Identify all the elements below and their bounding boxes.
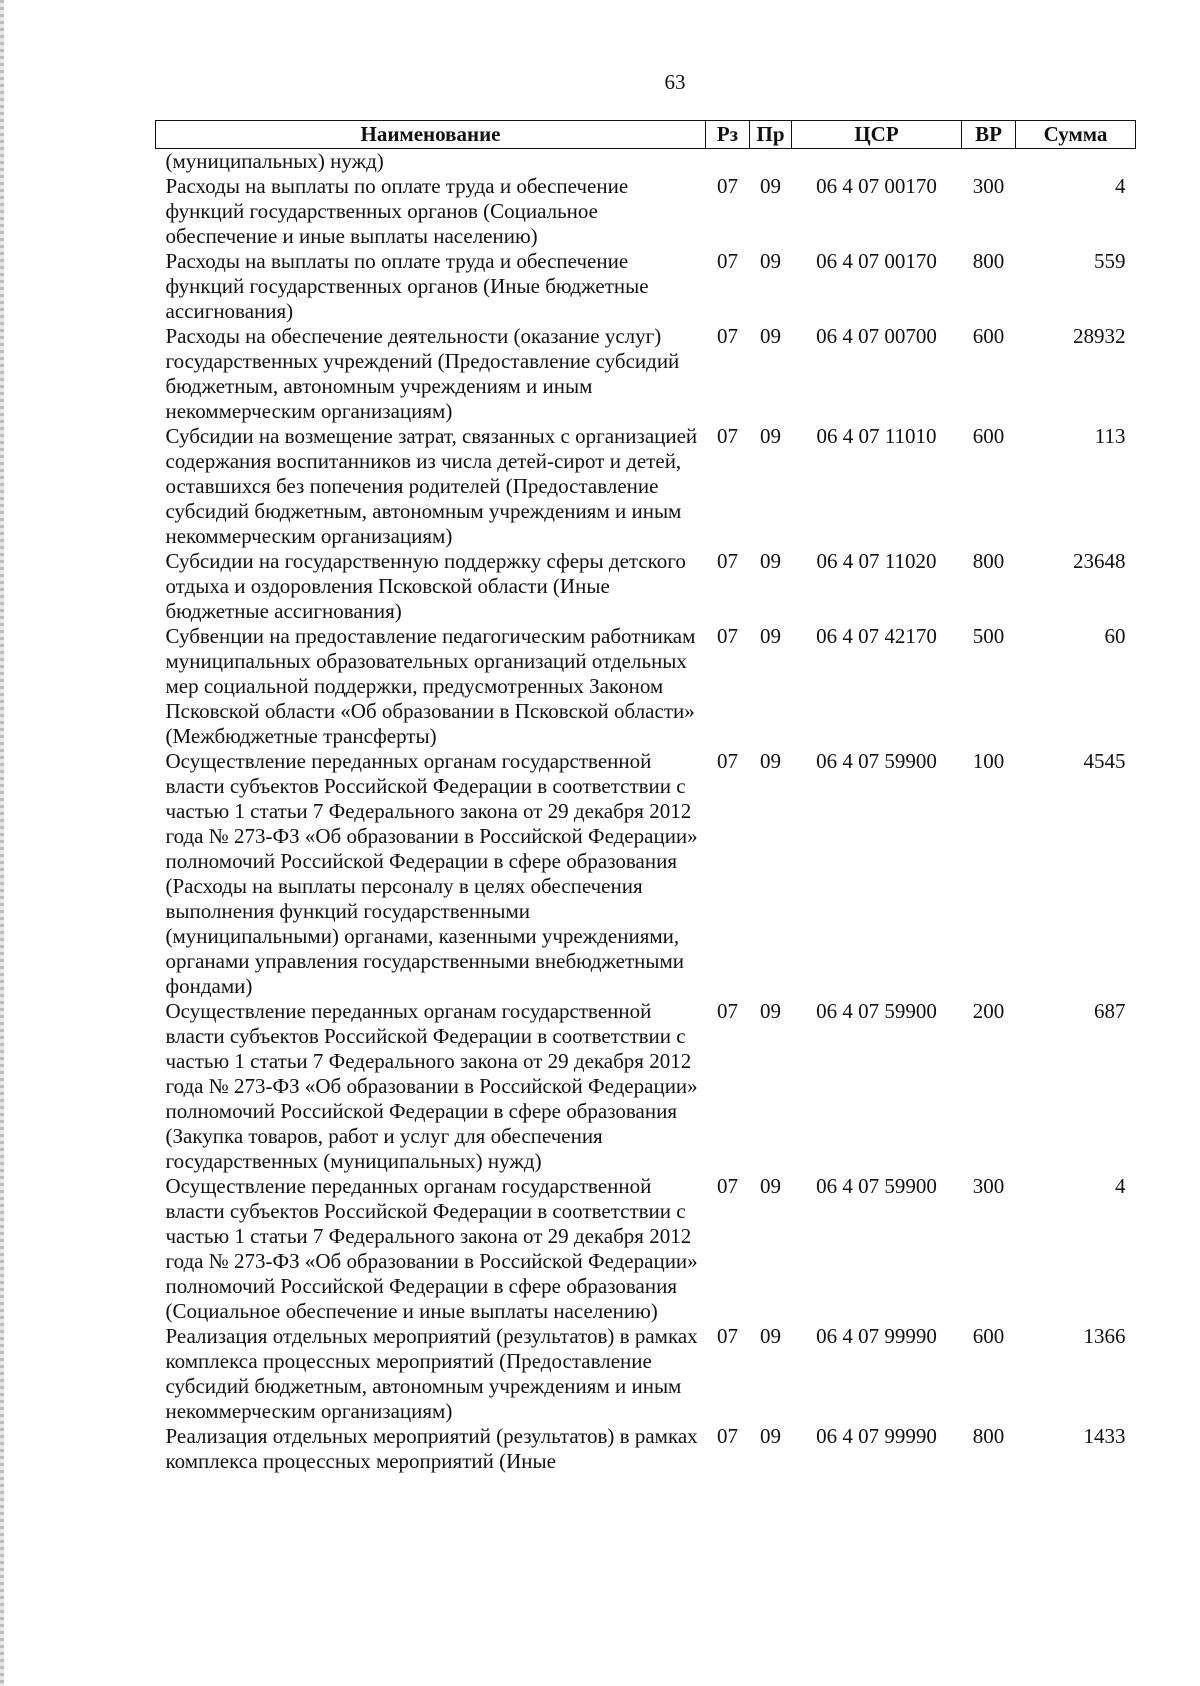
row-rz: 07: [717, 1174, 738, 1198]
row-name: Реализация отдельных мероприятий (результатов) в рамках комплекса процессных мероприятий (Предоставление субсидий бюджетным, автономным учреждениям и иным некоммерческим организациям): [165, 1324, 698, 1423]
row-sum: 113: [1094, 424, 1126, 448]
table-row: [156, 174, 1136, 249]
row-rz: 07: [717, 424, 738, 448]
table-row: [156, 624, 1136, 749]
row-pr: 09: [760, 549, 781, 573]
row-sum: 1366: [1083, 1324, 1126, 1348]
row-sum: 4: [1115, 1174, 1126, 1198]
page-number: 63: [664, 70, 686, 94]
row-name: Осуществление переданных органам государственной власти субъектов Российской Федерации в соответствии с частью 1 статьи 7 Федерального закона от 29 декабря 2012 года № 273-ФЗ «Об образовании в Российской Федерации» полномочий Российской Федерации в сфере образования (Закупка товаров, работ и услуг для обеспечения государственных (муниципальных) нужд): [165, 999, 698, 1173]
row-vr: 600: [972, 324, 1005, 348]
scan-edge: [0, 0, 4, 1686]
row-pr: 09: [760, 324, 781, 348]
row-sum: 4545: [1083, 749, 1126, 773]
row-rz: 07: [717, 749, 738, 773]
table-row: [156, 1174, 1136, 1324]
table-row: [156, 549, 1136, 624]
row-sum: 23648: [1073, 549, 1126, 573]
row-vr: 800: [972, 1424, 1005, 1448]
row-csr: 06 4 07 11020: [816, 549, 937, 573]
table-header-row: [156, 121, 1136, 149]
row-rz: 07: [717, 249, 738, 273]
header-sum: Сумма: [1016, 121, 1136, 149]
row-name: Субсидии на государственную поддержку сферы детского отдыха и оздоровления Псковской области (Иные бюджетные ассигнования): [165, 549, 686, 623]
continuation-text: (муниципальных) нужд): [165, 149, 384, 173]
row-csr: 06 4 07 59900: [816, 999, 937, 1023]
row-name: Расходы на выплаты по оплате труда и обеспечение функций государственных органов (Иные бюджетные ассигнования): [165, 249, 649, 323]
header-pr: Пр: [750, 121, 792, 149]
row-vr: 800: [972, 549, 1005, 573]
table-row: [156, 249, 1136, 324]
row-csr: 06 4 07 99990: [816, 1424, 937, 1448]
table-row: [156, 424, 1136, 549]
row-rz: 07: [717, 999, 738, 1023]
budget-table: [155, 120, 1136, 1474]
row-sum: 60: [1104, 624, 1126, 648]
row-pr: 09: [760, 749, 781, 773]
row-vr: 300: [972, 1174, 1005, 1198]
row-pr: 09: [760, 1174, 781, 1198]
row-vr: 200: [972, 999, 1005, 1023]
row-csr: 06 4 07 99990: [816, 1324, 937, 1348]
table-row: [156, 324, 1136, 424]
row-name: Осуществление переданных органам государственной власти субъектов Российской Федерации в соответствии с частью 1 статьи 7 Федерального закона от 29 декабря 2012 года № 273-ФЗ «Об образовании в Российской Федерации» полномочий Российской Федерации в сфере образования (Социальное обеспечение и иные выплаты населению): [165, 1174, 698, 1323]
row-csr: 06 4 07 00700: [816, 324, 937, 348]
row-rz: 07: [717, 174, 738, 198]
row-pr: 09: [760, 1324, 781, 1348]
row-pr: 09: [760, 174, 781, 198]
header-vr: ВР: [962, 121, 1016, 149]
row-rz: 07: [717, 324, 738, 348]
table-row: [156, 999, 1136, 1174]
continuation-row: [156, 149, 1136, 175]
row-csr: 06 4 07 11010: [816, 424, 937, 448]
row-rz: 07: [717, 1324, 738, 1348]
header-rz: Рз: [706, 121, 750, 149]
row-sum: 28932: [1073, 324, 1126, 348]
table-row: [156, 1424, 1136, 1474]
row-vr: 800: [972, 249, 1005, 273]
row-pr: 09: [760, 1424, 781, 1448]
row-pr: 09: [760, 624, 781, 648]
table-row: [156, 1324, 1136, 1424]
row-vr: 500: [972, 624, 1005, 648]
row-name: Субвенции на предоставление педагогическим работникам муниципальных образовательных организаций отдельных мер социальной поддержки, предусмотренных Законом Псковской области «Об образовании в Псковской области» (Межбюджетные трансферты): [165, 624, 696, 748]
table-row: [156, 749, 1136, 999]
row-vr: 600: [972, 424, 1005, 448]
row-name: Реализация отдельных мероприятий (результатов) в рамках комплекса процессных мероприятий (Иные: [165, 1424, 698, 1473]
row-pr: 09: [760, 424, 781, 448]
row-csr: 06 4 07 00170: [816, 174, 937, 198]
row-csr: 06 4 07 59900: [816, 749, 937, 773]
row-pr: 09: [760, 999, 781, 1023]
row-csr: 06 4 07 42170: [816, 624, 937, 648]
row-rz: 07: [717, 549, 738, 573]
row-sum: 687: [1094, 999, 1126, 1023]
row-csr: 06 4 07 00170: [816, 249, 937, 273]
row-sum: 4: [1115, 174, 1126, 198]
row-vr: 600: [972, 1324, 1005, 1348]
row-csr: 06 4 07 59900: [816, 1174, 937, 1198]
row-rz: 07: [717, 1424, 738, 1448]
row-vr: 100: [972, 749, 1005, 773]
row-name: Расходы на обеспечение деятельности (оказание услуг) государственных учреждений (Предоставление субсидий бюджетным, автономным учреждениям и иным некоммерческим организациям): [165, 324, 680, 423]
row-vr: 300: [972, 174, 1005, 198]
row-sum: 1433: [1083, 1424, 1126, 1448]
header-name: Наименование: [156, 121, 706, 149]
header-csr: ЦСР: [792, 121, 962, 149]
row-sum: 559: [1094, 249, 1126, 273]
row-name: Субсидии на возмещение затрат, связанных с организацией содержания воспитанников из числа детей-сирот и детей, оставшихся без попечения родителей (Предоставление субсидий бюджетным, автономным учреждениям и иным некоммерческим организациям): [165, 424, 698, 548]
row-name: Расходы на выплаты по оплате труда и обеспечение функций государственных органов (Социальное обеспечение и иные выплаты населению): [165, 174, 629, 248]
row-name: Осуществление переданных органам государственной власти субъектов Российской Федерации в соответствии с частью 1 статьи 7 Федерального закона от 29 декабря 2012 года № 273-ФЗ «Об образовании в Российской Федерации» полномочий Российской Федерации в сфере образования (Расходы на выплаты персоналу в целях обеспечения выполнения функций государственными (муниципальными) органами, казенными учреждениями, органами управления государственными внебюджетными фондами): [165, 749, 698, 998]
row-pr: 09: [760, 249, 781, 273]
row-rz: 07: [717, 624, 738, 648]
